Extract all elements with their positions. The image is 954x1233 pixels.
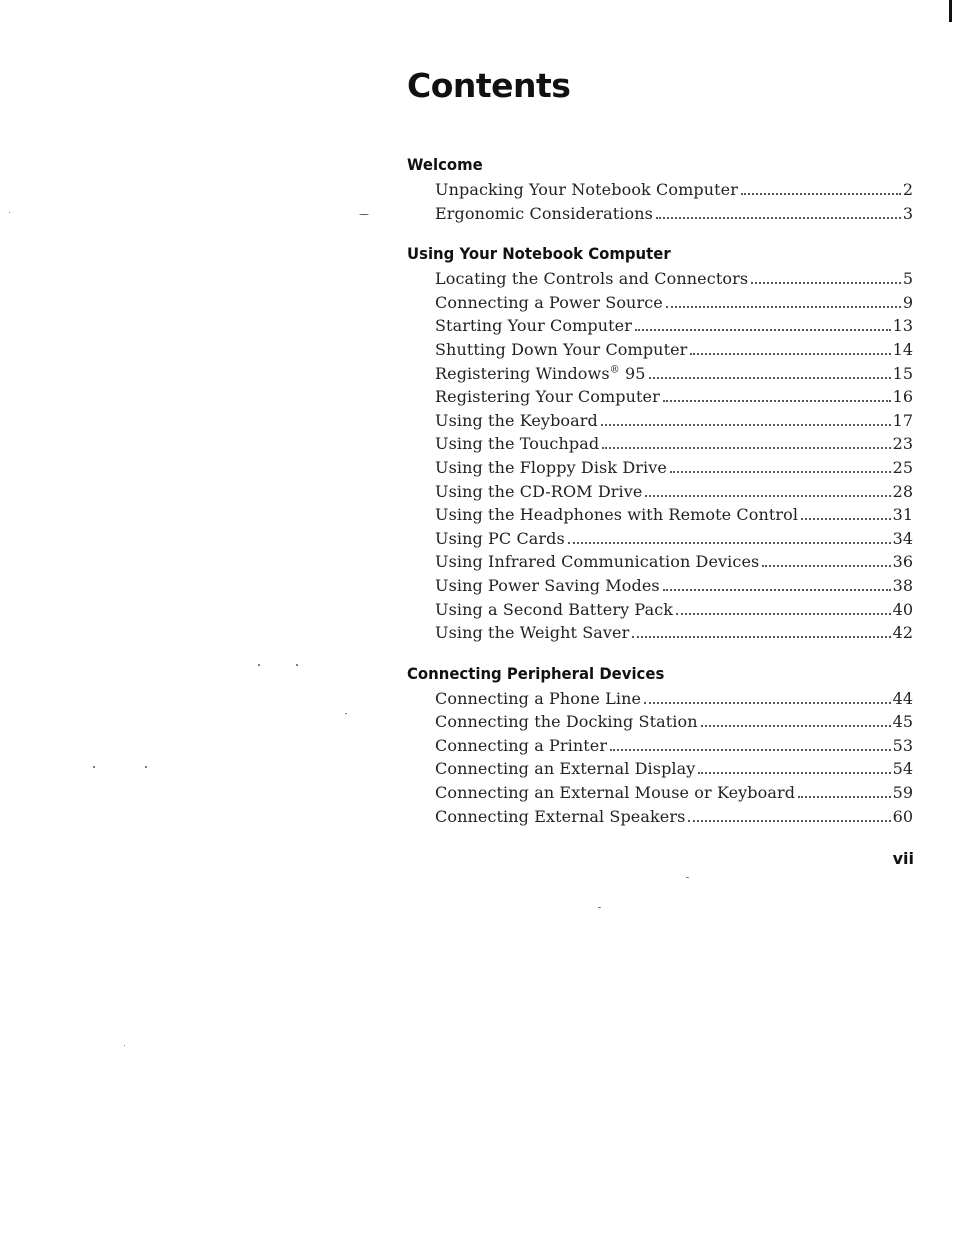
toc-entry-text: Using the Weight Saver <box>435 623 630 643</box>
toc-entry <box>435 687 913 711</box>
toc-entry <box>435 621 913 645</box>
toc-entry-page-number: 53 <box>892 735 913 755</box>
toc-entry-page-number: 23 <box>892 434 913 454</box>
dot-leader <box>610 749 891 751</box>
toc-entry-label <box>435 291 663 315</box>
toc-entry-text: Unpacking Your Notebook Computer <box>435 180 738 199</box>
toc-entry-label <box>435 362 646 386</box>
toc-entry-text: Using the Keyboard <box>435 410 598 430</box>
toc-entry-text: Registering Your Computer <box>435 387 660 407</box>
toc-entry-page-number: 60 <box>892 806 913 826</box>
dot-leader <box>601 424 891 426</box>
dot-leader <box>568 542 891 544</box>
toc-entry-text: Connecting a Power Source <box>435 292 663 312</box>
registered-mark: ® <box>609 364 620 376</box>
toc-entry-label <box>435 409 598 433</box>
toc-entry-page-number: 5 <box>902 269 913 289</box>
scan-speck <box>9 212 10 213</box>
scan-speck <box>686 877 689 878</box>
toc-entry-text: Using the Touchpad <box>435 434 600 454</box>
toc-entry-page-number: 34 <box>892 528 913 548</box>
toc-entry-text: Connecting a Printer <box>435 735 608 755</box>
toc-entry-label <box>435 178 738 202</box>
toc-entry-label <box>435 781 795 805</box>
toc-entry <box>435 432 913 456</box>
toc-entry <box>435 314 913 338</box>
dot-leader <box>649 377 891 379</box>
dot-leader <box>676 613 891 615</box>
toc-entry-page-number: 14 <box>892 339 913 359</box>
toc-entry-text: Using a Second Battery Pack <box>435 599 674 619</box>
toc-section-heading: Connecting Peripheral Devices <box>407 663 665 683</box>
toc-entry-label <box>435 385 660 409</box>
toc-entry-text: Using the CD-ROM Drive <box>435 481 643 501</box>
dot-leader <box>666 306 901 308</box>
dot-leader <box>663 400 891 402</box>
dot-leader <box>751 282 901 284</box>
toc-entry-label <box>435 710 698 734</box>
scan-speck <box>359 214 369 215</box>
toc-section-heading: Using Your Notebook Computer <box>407 244 671 264</box>
toc-entry-text: Connecting the Docking Station <box>435 712 698 732</box>
toc-entry <box>435 480 913 504</box>
toc-entry-label <box>435 805 685 829</box>
toc-entry-page-number: 45 <box>892 712 913 732</box>
dot-leader <box>801 518 891 520</box>
toc-entry-page-number: 44 <box>892 688 913 708</box>
toc-entry-page-number: 17 <box>892 410 913 430</box>
dot-leader <box>656 217 901 219</box>
dot-leader <box>762 565 890 567</box>
toc-entry-label <box>435 314 632 338</box>
dot-leader <box>663 589 891 591</box>
scan-speck <box>258 664 260 666</box>
dot-leader <box>698 772 890 774</box>
toc-entry <box>435 710 913 734</box>
scan-speck <box>598 907 601 908</box>
toc-entry-label <box>435 621 629 645</box>
toc-entry-page-number: 40 <box>892 599 913 619</box>
toc-entry-page-number: 36 <box>892 552 913 572</box>
toc-entry <box>435 178 913 202</box>
toc-entry-text: Connecting an External Display <box>435 759 696 779</box>
toc-entry-label <box>435 598 673 622</box>
table-of-contents <box>407 150 913 842</box>
toc-entry-page-number: 28 <box>892 481 913 501</box>
toc-entry <box>435 574 913 598</box>
toc-entry-label <box>435 456 667 480</box>
toc-entry-text: Using PC Cards <box>435 528 565 548</box>
toc-entry <box>435 805 913 829</box>
toc-entry-suffix: 95 <box>619 363 646 383</box>
toc-entry-label <box>435 734 607 758</box>
toc-entry-page-number: 15 <box>892 363 913 383</box>
toc-entry <box>435 362 913 386</box>
toc-entry-page-number: 2 <box>902 180 913 199</box>
toc-entry-text: Starting Your Computer <box>435 316 632 336</box>
toc-entry-label <box>435 480 642 504</box>
toc-entry <box>435 781 913 805</box>
toc-entry-text: Registering Windows <box>435 363 610 383</box>
toc-entry-label <box>435 687 641 711</box>
toc-entry-page-number: 3 <box>902 203 913 223</box>
toc-entry-page-number: 25 <box>892 457 913 477</box>
dot-leader <box>798 796 891 798</box>
page-number: vii <box>892 849 914 868</box>
toc-entry-label <box>435 550 759 574</box>
toc-entry-text: Shutting Down Your Computer <box>435 339 688 359</box>
toc-entry <box>435 527 913 551</box>
page-title: Contents <box>407 66 571 105</box>
toc-entry-label <box>435 574 660 598</box>
toc-entry-text: Locating the Controls and Connectors <box>435 269 749 289</box>
toc-entry-text: Using Infrared Communication Devices <box>435 552 760 572</box>
toc-entry-page-number: 38 <box>892 575 913 595</box>
toc-entry-text: Using the Floppy Disk Drive <box>435 457 667 477</box>
toc-entry <box>435 267 913 291</box>
toc-entry-page-number: 13 <box>892 316 913 336</box>
toc-entry <box>435 598 913 622</box>
dot-leader <box>644 702 891 704</box>
toc-entry-text: Using the Headphones with Remote Control <box>435 505 799 525</box>
dot-leader <box>635 329 891 331</box>
toc-entry <box>435 757 913 781</box>
toc-entry <box>435 503 913 527</box>
toc-entry-text: Connecting an External Mouse or Keyboard <box>435 783 796 803</box>
scan-speck <box>145 766 147 768</box>
toc-entry-page-number: 16 <box>892 387 913 407</box>
toc-section-heading: Welcome <box>407 155 483 174</box>
page-edge-mark <box>949 0 952 22</box>
toc-entry-text: Using Power Saving Modes <box>435 575 660 595</box>
dot-leader <box>688 820 890 822</box>
scan-speck <box>93 766 95 768</box>
toc-entry-text: Connecting External Speakers <box>435 806 686 826</box>
toc-section <box>407 150 913 225</box>
dot-leader <box>632 636 890 638</box>
dot-leader <box>690 353 890 355</box>
toc-entry <box>435 409 913 433</box>
dot-leader <box>602 447 890 449</box>
scan-speck <box>345 713 347 714</box>
toc-entry <box>435 202 913 226</box>
toc-entry-text: Connecting a Phone Line <box>435 688 642 708</box>
toc-section <box>407 239 913 645</box>
toc-entry <box>435 456 913 480</box>
toc-entry-label <box>435 503 798 527</box>
toc-entry <box>435 550 913 574</box>
toc-entry-page-number: 42 <box>892 623 913 643</box>
toc-entry <box>435 385 913 409</box>
dot-leader <box>670 471 891 473</box>
toc-entry <box>435 338 913 362</box>
toc-entry-label <box>435 202 653 226</box>
toc-entry-page-number: 9 <box>902 292 913 312</box>
toc-entry-label <box>435 432 599 456</box>
toc-entry-page-number: 59 <box>892 783 913 803</box>
scan-speck <box>124 1045 125 1046</box>
toc-entry-label <box>435 527 565 551</box>
dot-leader <box>645 495 890 497</box>
toc-entry-label <box>435 757 695 781</box>
scan-speck <box>296 664 298 666</box>
toc-section <box>407 659 913 829</box>
dot-leader <box>701 725 891 727</box>
toc-entry-page-number: 54 <box>892 759 913 779</box>
toc-entry <box>435 734 913 758</box>
toc-entry-text: Ergonomic Considerations <box>435 203 653 223</box>
toc-entry-label <box>435 338 687 362</box>
toc-entry-label <box>435 267 748 291</box>
toc-entry <box>435 291 913 315</box>
dot-leader <box>741 193 901 195</box>
toc-entry-page-number: 31 <box>892 505 913 525</box>
